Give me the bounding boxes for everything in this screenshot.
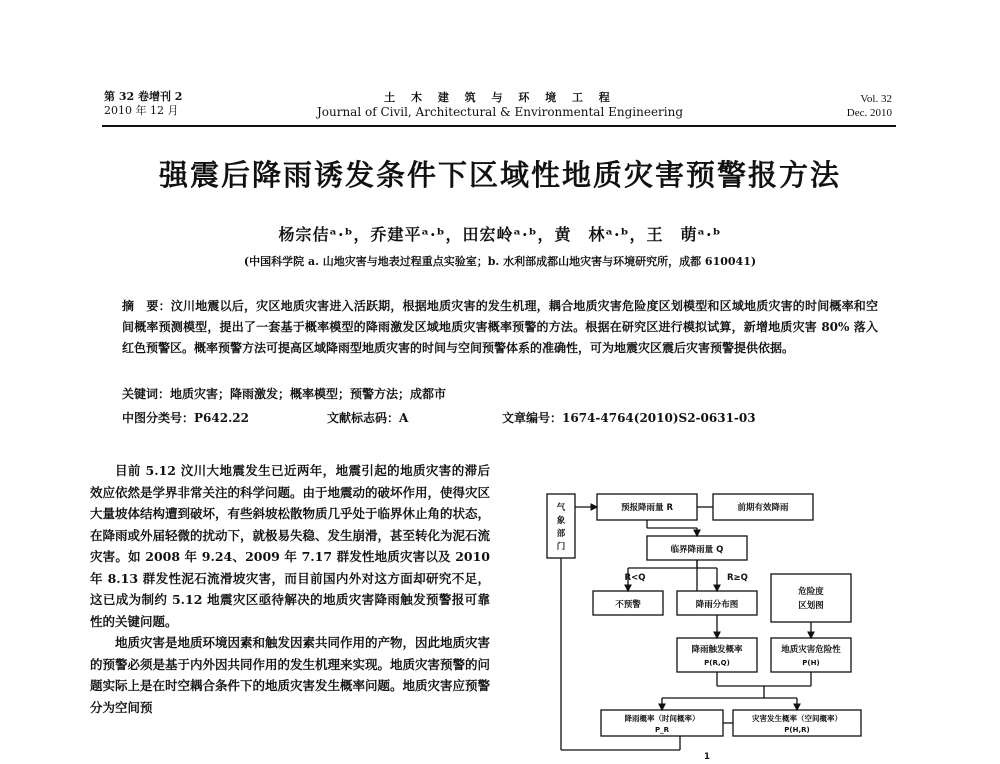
flowchart-svg (535, 480, 880, 760)
body-column (90, 460, 490, 718)
hazard-zoning-label-1: 危险度 (798, 587, 824, 597)
spatial-hazard-label-1: 地质灾害危险性 (781, 645, 841, 655)
side-label-2: 象 (556, 516, 566, 526)
time-prob-label-2: P_R (654, 726, 670, 734)
bottom-mark: 1 (704, 752, 710, 760)
side-label-3: 部 (556, 529, 566, 539)
body-paragraph-2: 地质灾害是地质环境因素和触发因素共同作用的产物，因此地质灾害的预警必须是基于内外因共同作用的发生机理来实现。地质灾害预警的问题实际上是在时空耦合条件下的地质灾害发生概率问题。地质灾害应预警分为空间预 (90, 635, 491, 715)
rain-distribution-label: 降雨分布图 (695, 600, 739, 610)
rain-trigger-label-1: 降雨触发概率 (691, 645, 743, 655)
branch-left-label: R<Q (624, 573, 646, 583)
keywords-text: 地质灾害；降雨激发；概率模型；预警方法；成都市 (170, 387, 447, 401)
document-code: 文献标志码：A (327, 411, 409, 425)
date-en: Dec. 2010 (846, 107, 892, 119)
classification-line (122, 409, 878, 425)
no-warning-label: 不预警 (615, 600, 641, 610)
rain-trigger-label-2: P(R,Q) (704, 659, 730, 667)
space-prob-label-2: P(H,R) (784, 726, 810, 734)
abstract (122, 296, 878, 359)
date-cn: 2010 年 12 月 (104, 104, 179, 117)
article-number: 文章编号：1674-4764(2010)S2-0631-03 (502, 411, 756, 425)
abstract-text: 汶川地震以后，灾区地质灾害进入活跃期，根据地质灾害的发生机理，耦合地质灾害危险度区划模型和区域地质灾害的时间概率和空间概率预测模型，提出了一套基于概率模型的降雨激发区域地质灾害概率预警的方法。根据在研究区进行模拟试算，新增地质灾害 80% 落入红色预警区。概率预警方法可提高区域降雨型地质灾害的时间与空间预警体系的准确性，可为地震灾区震后灾害预警提供依据。 (122, 299, 878, 355)
affiliation: (中国科学院 a. 山地灾害与地表过程重点实验室；b. 水利部成都山地灾害与环境研究所，成都 610041) (243, 255, 757, 268)
journal-title-cn: 土 木 建 筑 与 环 境 工 程 (384, 91, 616, 104)
hazard-zoning-label-2: 区划图 (798, 601, 824, 611)
keywords (122, 385, 878, 402)
space-prob-label-1: 灾害发生概率（空间概率） (752, 714, 842, 723)
header-left (104, 90, 182, 118)
hazard-zoning-box (771, 574, 851, 622)
time-prob-label-1: 降雨概率（时间概率） (624, 714, 700, 723)
branch-right-label: R≥Q (727, 573, 748, 583)
header-right (847, 92, 892, 120)
keywords-label: 关键词： (122, 387, 171, 401)
spatial-hazard-label-2: P(H) (802, 659, 820, 667)
side-label-4: 门 (556, 542, 566, 552)
volume-en: Vol. 32 (860, 93, 892, 105)
journal-title-en: Journal of Civil, Architectural & Environmental Engineering (316, 105, 684, 119)
side-label-1: 气 (556, 503, 566, 513)
body-paragraph-1: 目前 5.12 汶川大地震发生已近两年，地震引起的地质灾害的滞后效应依然是学界非常关注的科学问题。由于地震动的破坏作用，使得灾区大量坡体结构遭到破坏，有些斜坡松散物质几乎处于临界休止角的状态，在降雨或外届轻微的扰动下，就极易失稳、发生崩滑，甚至转化为泥石流灾害。如 2008 年 9.24、2009 年 7.17 群发性地质灾害以及 2010 年 8.13 群发性泥石流滑坡灾害，而目前国内外对这方面却研究不足，这已成为制约 5.12 地震灾区亟待解决的地质灾害降雨触发预警报可靠性的关键问题。 (90, 463, 491, 629)
abstract-label: 摘 要： (122, 299, 171, 313)
volume-cn: 第 32 卷增刊 2 (104, 90, 183, 103)
header-center (300, 90, 700, 120)
forecast-rain-label: 预报降雨量 R (620, 503, 674, 513)
authors: 杨宗佶ᵃ·ᵇ，乔建平ᵃ·ᵇ，田宏岭ᵃ·ᵇ，黄 林ᵃ·ᵇ，王 萌ᵃ·ᵇ (278, 225, 722, 244)
flowchart-figure (535, 480, 880, 760)
header-rule (102, 125, 896, 127)
clc-number: 中图分类号：P642.22 (122, 411, 249, 425)
critical-rain-label: 临界降雨量 Q (670, 545, 724, 555)
prev-rain-label: 前期有效降雨 (737, 503, 789, 513)
paper-title: 强震后降雨诱发条件下区域性地质灾害预警报方法 (158, 158, 841, 192)
